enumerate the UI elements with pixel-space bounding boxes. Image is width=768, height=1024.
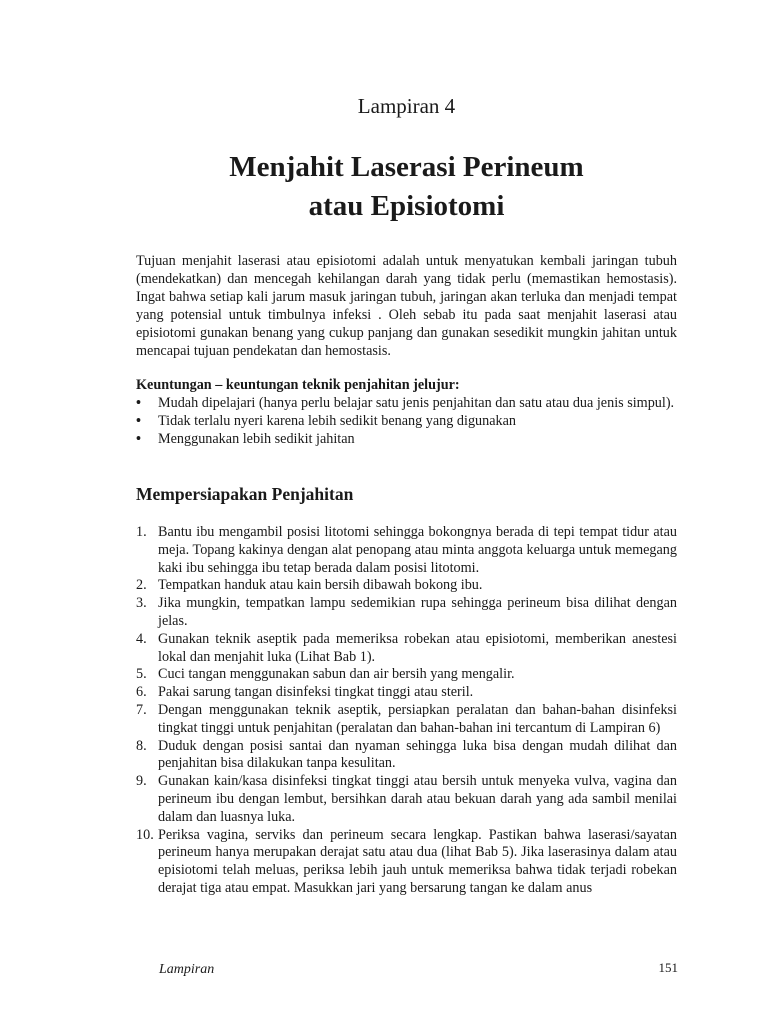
step-item bbox=[136, 827, 677, 898]
step-number: 1. bbox=[136, 524, 147, 540]
title-line-2: atau Episiotomi bbox=[308, 190, 505, 222]
advantages-heading: Keuntungan – keuntungan teknik penjahitan jelujur: bbox=[136, 377, 460, 393]
step-text: Duduk dengan posisi santai dan nyaman sehingga luka bisa dengan mudah dilihat dan penjahitan bisa dilakukan tanpa kesulitan. bbox=[158, 737, 677, 772]
preparation-steps bbox=[136, 524, 677, 898]
step-number: 10. bbox=[136, 826, 154, 843]
step-item bbox=[136, 702, 677, 738]
section-heading: Mempersiapakan Penjahitan bbox=[136, 484, 354, 504]
step-item bbox=[136, 631, 677, 667]
list-item bbox=[136, 394, 677, 412]
step-text: Periksa vagina, serviks dan perineum secara lengkap. Pastikan bahwa laserasi/sayatan perineum hanya merupakan derajat satu atau dua (lihat Bab 5). Jika laserasinya dalam atau episiotomi telah meluas, periksa lebih jauh untuk memeriksa bahwa tidak terjadi robekan derajat tiga atau empat. Masukkan jari yang bersarung tangan ke dalam anus bbox=[158, 826, 677, 896]
step-number: 6. bbox=[136, 684, 147, 701]
list-item-text: Mudah dipelajari (hanya perlu belajar satu jenis penjahitan dan satu atau dua jenis simpul). bbox=[158, 395, 675, 411]
step-number: 3. bbox=[136, 595, 147, 612]
list-item-text: Menggunakan lebih sedikit jahitan bbox=[158, 431, 355, 447]
step-text: Cuci tangan menggunakan sabun dan air bersih yang mengalir. bbox=[158, 666, 515, 683]
step-text: Gunakan kain/kasa disinfeksi tingkat tinggi atau bersih untuk menyeka vulva, vagina dan perineum ibu dengan lembut, bersihkan darah atau bekuan darah yang ada sambil menilai dalam dan luasnya luka. bbox=[158, 773, 677, 825]
step-text: Tempatkan handuk atau kain bersih dibawah bokong ibu. bbox=[158, 577, 483, 594]
intro-paragraph: Tujuan menjahit laserasi atau episiotomi adalah untuk menyatukan kembali jaringan tubuh (mendekatkan) dan mencegah kehilangan darah yang tidak perlu (memastikan hemostasis). Ingat bahwa setiap kali jarum masuk jaringan tubuh, jaringan akan terluka dan menjadi tempat yang potensial untuk timbulnya infeksi . Oleh sebab itu pada saat menjahit laserasi atau episiotomi gunakan benang yang cukup panjang dan gunakan sesedikit mungkin jahitan untuk mencapai tujuan pendekatan dan hemostasis. bbox=[136, 253, 677, 359]
appendix-label: Lampiran 4 bbox=[357, 94, 456, 118]
title-line-1: Menjahit Laserasi Perineum bbox=[229, 151, 584, 183]
step-item bbox=[136, 773, 677, 826]
bullet-icon: • bbox=[136, 413, 141, 429]
step-number: 2. bbox=[136, 577, 147, 594]
step-item bbox=[136, 684, 677, 702]
step-number: 7. bbox=[136, 701, 147, 718]
step-item bbox=[136, 666, 677, 684]
step-number: 5. bbox=[136, 666, 147, 683]
step-item bbox=[136, 577, 677, 595]
bullet-icon: • bbox=[136, 395, 141, 411]
footer-section-label: Lampiran bbox=[159, 962, 215, 977]
step-text: Dengan menggunakan teknik aseptik, persiapkan peralatan dan bahan-bahan disinfeksi tingkat tinggi untuk penjahitan (peralatan dan bahan-bahan ini tercantum di Lampiran 6) bbox=[158, 701, 677, 736]
step-text: Gunakan teknik aseptik pada memeriksa robekan atau episiotomi, memberikan anestesi lokal dan menjahit luka (Lihat Bab 1). bbox=[158, 630, 677, 665]
page-number: 151 bbox=[658, 960, 678, 975]
list-item bbox=[136, 430, 677, 448]
step-text: Jika mungkin, tempatkan lampu sedemikian rupa sehingga perineum bisa dilihat dengan jelas. bbox=[158, 595, 677, 629]
page-title bbox=[136, 148, 677, 226]
step-item bbox=[136, 595, 677, 631]
list-item bbox=[136, 412, 677, 430]
step-text: Bantu ibu mengambil posisi litotomi sehingga bokongnya berada di tepi tempat tidur atau meja. Topang kakinya dengan alat penopang atau minta anggota keluarga untuk memegang kaki ibu sehingga ibu tetap berada dalam posisi litotomi. bbox=[158, 524, 677, 576]
list-item-text: Tidak terlalu nyeri karena lebih sedikit benang yang digunakan bbox=[158, 413, 517, 429]
step-number: 4. bbox=[136, 630, 147, 647]
step-text: Pakai sarung tangan disinfeksi tingkat tinggi atau steril. bbox=[158, 684, 474, 701]
step-number: 8. bbox=[136, 737, 147, 754]
advantages-list bbox=[136, 394, 677, 448]
bullet-icon: • bbox=[136, 431, 141, 447]
step-item bbox=[136, 738, 677, 774]
step-number: 9. bbox=[136, 773, 147, 790]
step-item bbox=[136, 524, 677, 577]
